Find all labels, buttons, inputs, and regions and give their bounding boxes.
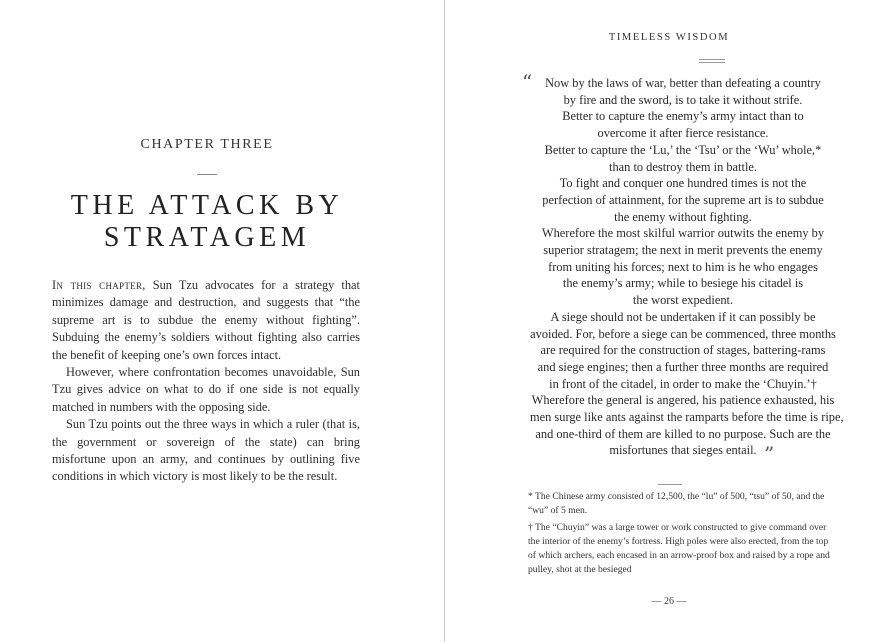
chapter-label: CHAPTER THREE xyxy=(140,137,274,152)
open-quote-mark: “ xyxy=(522,70,533,94)
quote-line: men surge like ants against the ramparts before the time is ripe, xyxy=(530,410,844,425)
footnote: † The “Chuyin” was a large tower or work constructed to give command over the interior of the enemy’s fortress. High poles were also erected, from the top of which archers, each encased in an arrow-proof box and raised by a rope and pulley, shot at the besieged xyxy=(528,522,830,575)
quote-line: Now by the laws of war, better than defeating a country xyxy=(545,76,821,90)
quote-line: misfortunes that sieges entail. xyxy=(609,443,757,458)
chapter-intro xyxy=(52,277,360,486)
quote-line: Wherefore the general is angered, his patience exhausted, his xyxy=(531,393,835,408)
quote-line: A siege should not be undertaken if it can possibly be xyxy=(550,309,816,324)
quote-line: the enemy without fighting. xyxy=(614,209,752,224)
quote-line: the enemy’s army; while to besiege his citadel is xyxy=(562,276,804,291)
quote-line: are required for the construction of stages, battering-rams xyxy=(540,343,826,358)
quote-line: avoided. For, before a siege can be commenced, three months xyxy=(530,326,836,341)
quote-line: in front of the citadel, in order to make the ‘Chuyin.’† xyxy=(549,376,817,391)
footnotes xyxy=(528,490,838,580)
quote-line: and one-third of them are killed to no purpose. Such are the xyxy=(535,426,831,441)
quote-line: the worst expedient. xyxy=(632,293,734,308)
footnote: * The Chinese army consisted of 12,500, the “lu” of 500, “tsu” of 50, and the “wu” of 5 men. xyxy=(528,491,825,516)
quote-line: To fight and conquer one hundred times is not the xyxy=(559,176,807,191)
book-gutter xyxy=(444,0,445,642)
intro-paragraph-1-text: Sun Tzu advocates for a strategy that minimizes damage and destruction, and suggests that “the supreme art is to subdue the enemy without fighting”. Subduing the enemy’s soldiers without fighting also carries the benefit of keeping one’s own forces intact. xyxy=(52,278,360,362)
quote-line: overcome it after fierce resistance. xyxy=(597,126,769,141)
quote-line: Better to capture the enemy’s army intact than to xyxy=(562,109,804,124)
intro-paragraph-1 xyxy=(52,277,360,364)
running-head-rule-top xyxy=(699,59,725,60)
running-head-rule-bottom xyxy=(699,62,725,63)
chapter-title: THE ATTACK BY STRATAGEM xyxy=(70,190,344,253)
quote-block xyxy=(530,75,844,459)
intro-paragraph-2: However, where confrontation becomes unavoidable, Sun Tzu gives advice on what to do if one side is not equally matched in numbers with the opposing side. xyxy=(52,365,360,414)
left-page xyxy=(0,0,444,642)
running-head: TIMELESS WISDOM xyxy=(608,32,730,43)
quote-line: Better to capture the ‘Lu,’ the ‘Tsu’ or the ‘Wu’ whole,* xyxy=(544,142,822,157)
quote-line: superior stratagem; the next in merit prevents the enemy xyxy=(543,243,823,258)
quote-line: than to destroy them in battle. xyxy=(609,159,757,174)
quote-line: and siege engines; then a further three months are required xyxy=(537,359,829,374)
close-quote-mark: ” xyxy=(764,442,775,466)
quote-line: from uniting his forces; next to him is he who engages xyxy=(548,259,818,274)
quote-line: perfection of attainment, for the supreme art is to subdue xyxy=(542,192,824,207)
intro-paragraph-3: Sun Tzu points out the three ways in which a ruler (that is, the government or sovereign of the state) can bring misfortune upon an army, and continues by outlining five conditions in which victory is most likely to be the result. xyxy=(52,417,360,484)
chapter-divider xyxy=(197,174,217,175)
page-number: — 26 — xyxy=(651,596,687,607)
quote-line: Wherefore the most skilful warrior outwits the enemy by xyxy=(541,226,825,241)
right-page xyxy=(446,0,892,642)
intro-lead-in: In this chapter, xyxy=(52,278,146,292)
quote-line: by fire and the sword, is to take it without strife. xyxy=(563,92,803,107)
footnote-divider xyxy=(658,484,682,485)
